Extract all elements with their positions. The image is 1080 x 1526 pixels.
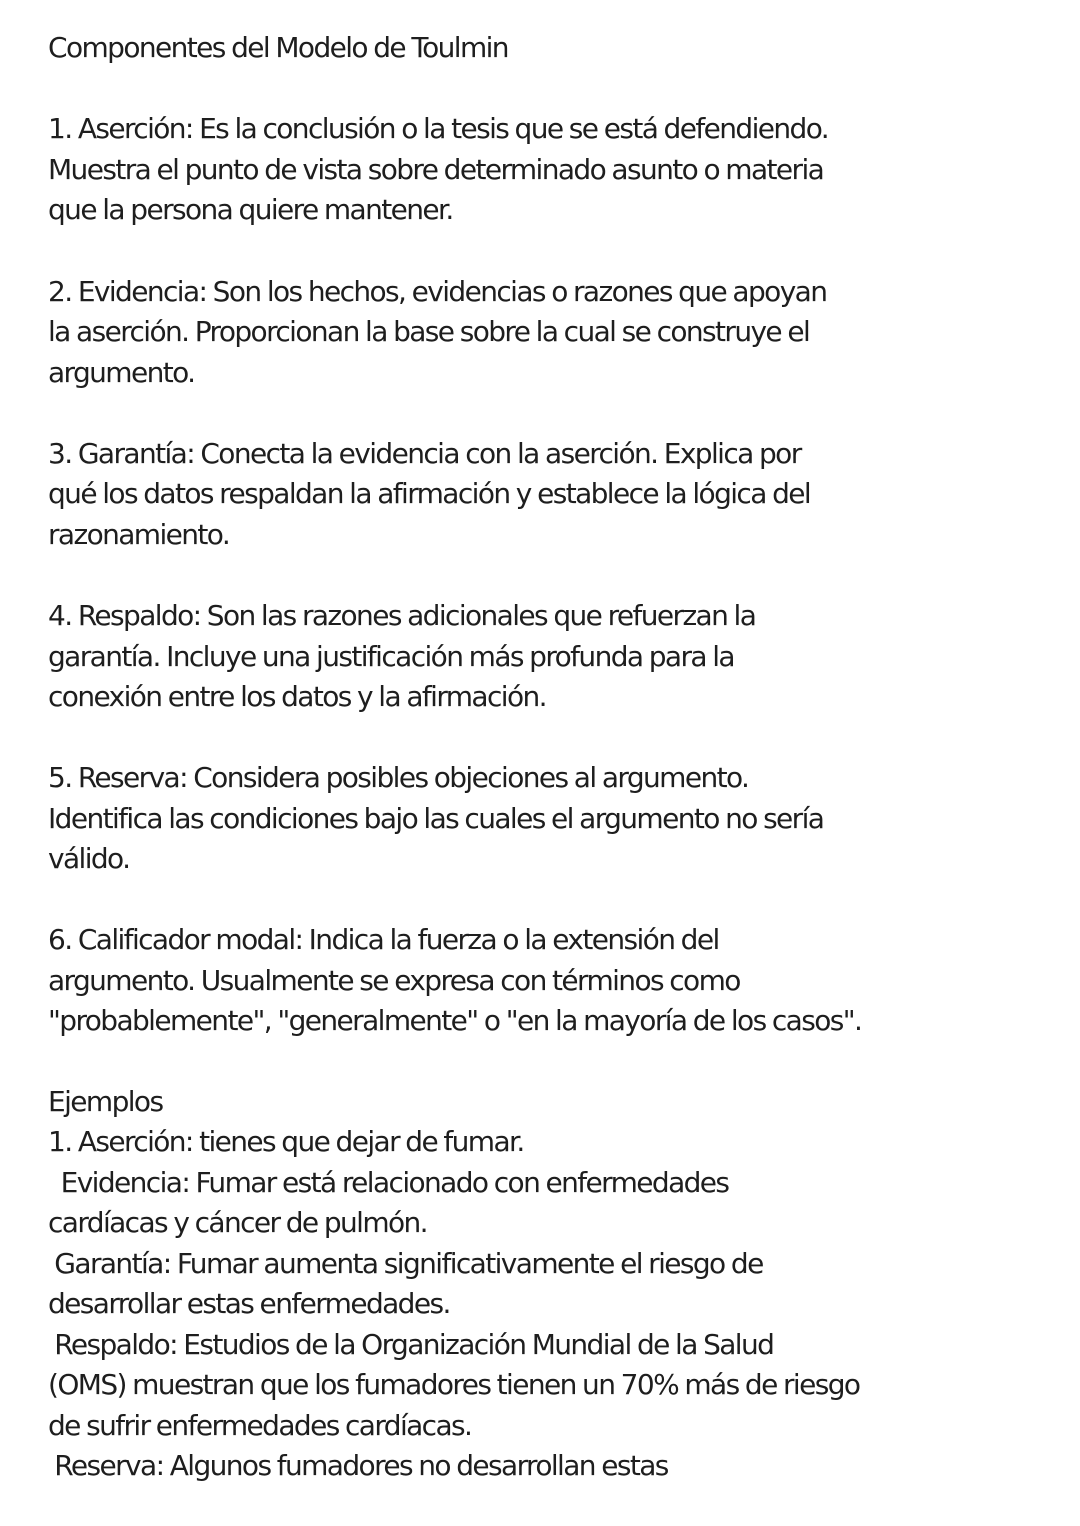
example-line-3: cardíacas y cáncer de pulmón. xyxy=(48,1206,427,1239)
component-6-line-1: 6. Calificador modal: Indica la fuerza o la extensión del xyxy=(48,923,719,956)
component-6-line-3: "probablemente", "generalmente" o "en la mayoría de los casos". xyxy=(48,1004,862,1037)
component-1-line-3: que la persona quiere mantener. xyxy=(48,193,453,226)
component-2-line-1: 2. Evidencia: Son los hechos, evidencias o razones que apoyan xyxy=(48,275,827,308)
component-3-line-3: razonamiento. xyxy=(48,518,230,551)
component-3-line-1: 3. Garantía: Conecta la evidencia con la aserción. Explica por xyxy=(48,437,801,470)
example-line-1: 1. Aserción: tienes que dejar de fumar. xyxy=(48,1125,524,1158)
example-line-6: Respaldo: Estudios de la Organización Mundial de la Salud xyxy=(48,1328,774,1361)
example-line-7: (OMS) muestran que los fumadores tienen un 70% más de riesgo xyxy=(48,1368,860,1401)
component-5-line-3: válido. xyxy=(48,842,130,875)
component-2-line-2: la aserción. Proporcionan la base sobre la cual se construye el xyxy=(48,315,810,348)
component-3-line-2: qué los datos respaldan la afirmación y establece la lógica del xyxy=(48,477,811,510)
component-2-line-3: argumento. xyxy=(48,356,195,389)
component-6-line-2: argumento. Usualmente se expresa con términos como xyxy=(48,964,740,997)
example-line-5: desarrollar estas enfermedades. xyxy=(48,1287,450,1320)
component-5-line-2: Identifica las condiciones bajo las cuales el argumento no sería xyxy=(48,802,824,835)
example-line-8: de sufrir enfermedades cardíacas. xyxy=(48,1409,472,1442)
example-line-9: Reserva: Algunos fumadores no desarrollan estas xyxy=(48,1449,668,1482)
component-1-line-1: 1. Aserción: Es la conclusión o la tesis que se está defendiendo. xyxy=(48,112,829,145)
component-5-line-1: 5. Reserva: Considera posibles objeciones al argumento. xyxy=(48,761,749,794)
document-title: Componentes del Modelo de Toulmin xyxy=(48,31,508,64)
component-1-line-2: Muestra el punto de vista sobre determinado asunto o materia xyxy=(48,153,824,186)
component-4-line-2: garantía. Incluye una justificación más profunda para la xyxy=(48,640,734,673)
examples-heading: Ejemplos xyxy=(48,1085,163,1118)
component-4-line-3: conexión entre los datos y la afirmación. xyxy=(48,680,546,713)
component-4-line-1: 4. Respaldo: Son las razones adicionales que refuerzan la xyxy=(48,599,756,632)
example-line-2: Evidencia: Fumar está relacionado con enfermedades xyxy=(48,1166,729,1199)
example-line-4: Garantía: Fumar aumenta significativamente el riesgo de xyxy=(48,1247,763,1280)
